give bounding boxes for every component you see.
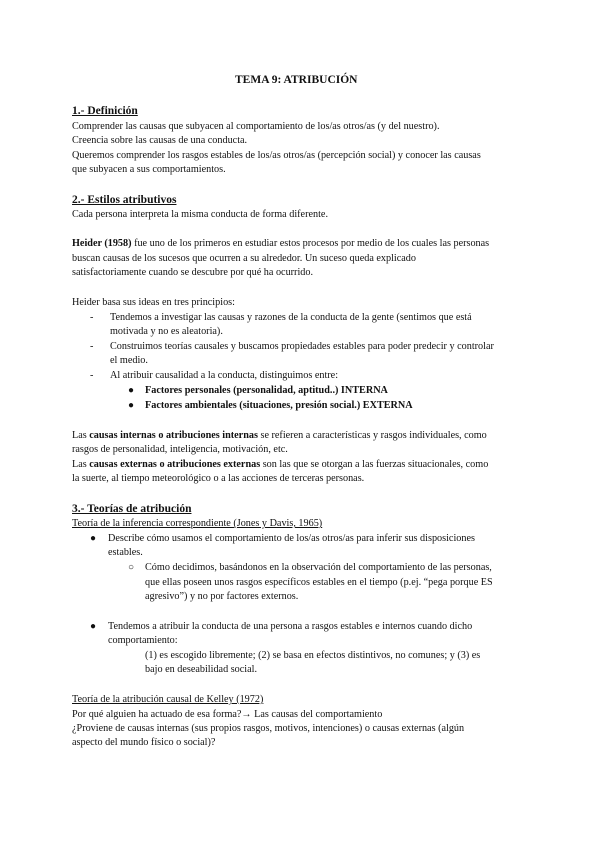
text-line: Creencia sobre las causas de una conducta. [72,135,248,146]
text-line: la suerte, al tiempo meteorológico o a las acciones de terceras personas. [72,473,365,484]
external-causes-line [72,458,488,472]
page-title: TEMA 9: ATRIBUCIÓN [235,74,358,86]
heider-paragraph-line [72,237,489,251]
text-line: aspecto del mundo físico o social)? [72,737,216,748]
principle-item-cont: motivada y no es aleatoria). [110,326,223,337]
bullet-item-cont: comportamiento: [108,635,178,646]
sub-bullet-item: Cómo decidimos, basándonos en la observación del comportamiento de las personas, [145,562,492,573]
subheading-kelley: Teoría de la atribución causal de Kelley (1972) [72,694,264,705]
sub-bullet-item-cont: que ellas poseen unos rasgos específicos estables en el tiempo (p.ej. “pega porque ES [145,577,493,588]
dash-marker: - [90,370,94,381]
principle-item-cont: el medio. [110,355,148,366]
circle-marker: ○ [128,562,135,573]
text-line: que subyacen a sus comportamientos. [72,164,226,175]
external-causes-term: causas externas o atribuciones externas [89,459,261,470]
principle-item: Tendemos a investigar las causas y razones de la conducta de la gente (sentimos que está [110,312,472,323]
bullet-marker: ● [128,400,135,411]
text-line: buscan causas de los sucesos que ocurren a su alrededor. Un suceso queda explicado [72,253,416,264]
factor-internal: Factores personales (personalidad, aptitud..) INTERNA [145,385,388,396]
text-line: rasgos de personalidad, inteligencia, motivación, etc. [72,444,288,455]
text-span: Las [72,459,90,470]
heider-text: fue uno de los primeros en estudiar estos procesos por medio de los cuales las personas [131,238,490,249]
conditions-line: bajo en deseabilidad social. [145,664,258,675]
factor-external: Factores ambientales (situaciones, presión social.) EXTERNA [145,400,413,411]
text-span: son las que se otorgan a las fuerzas situacionales, como [260,459,489,470]
internal-causes-line [72,429,487,443]
bullet-item: Describe cómo usamos el comportamiento de los/as otros/as para inferir sus disposiciones [108,533,475,544]
section-heading-estilos: 2.- Estilos atributivos [72,194,177,206]
dash-marker: - [90,341,94,352]
bullet-marker: ● [90,533,97,544]
bullet-marker: ● [90,621,97,632]
text-line: Heider basa sus ideas en tres principios: [72,297,235,308]
sub-bullet-item-cont: agresivo”) y no por factores externos. [145,591,299,602]
bullet-marker: ● [128,385,135,396]
text-line: Comprender las causas que subyacen al comportamiento de los/as otros/as (y del nuestro). [72,121,440,132]
text-line: Queremos comprender los rasgos estables de los/as otros/as (percepción social) y conocer las causas [72,150,481,161]
text-span: se refieren a características y rasgos individuales, como [257,430,487,441]
bullet-item-cont: estables. [108,547,143,558]
dash-marker: - [90,312,94,323]
text-line: Por qué alguien ha actuado de esa forma?→ Las causas del comportamiento [72,709,383,720]
conditions-line: (1) es escogido libremente; (2) se basa en efectos distintivos, no comunes; y (3) es [145,650,481,661]
section-heading-definicion: 1.- Definición [72,105,138,117]
subheading-jones-davis: Teoría de la inferencia correspondiente (Jones y Davis, 1965) [72,518,323,529]
text-line: Cada persona interpreta la misma conducta de forma diferente. [72,209,328,220]
section-heading-teorias: 3.- Teorías de atribución [72,503,192,515]
principle-item: Construimos teorías causales y buscamos propiedades estables para poder predecir y controlar [110,341,494,352]
principle-item: Al atribuir causalidad a la conducta, distinguimos entre: [110,370,339,381]
bullet-item: Tendemos a atribuir la conducta de una persona a rasgos estables e internos cuando dicho [108,621,473,632]
text-line: satisfactoriamente cuando se descubre por qué ha ocurrido. [72,267,314,278]
text-line: ¿Proviene de causas internas (sus propios rasgos, motivos, intenciones) o causas externas (algún [72,723,465,734]
internal-causes-term: causas internas o atribuciones internas [89,430,258,441]
text-span: Las [72,430,90,441]
heider-name: Heider (1958) [72,238,132,249]
